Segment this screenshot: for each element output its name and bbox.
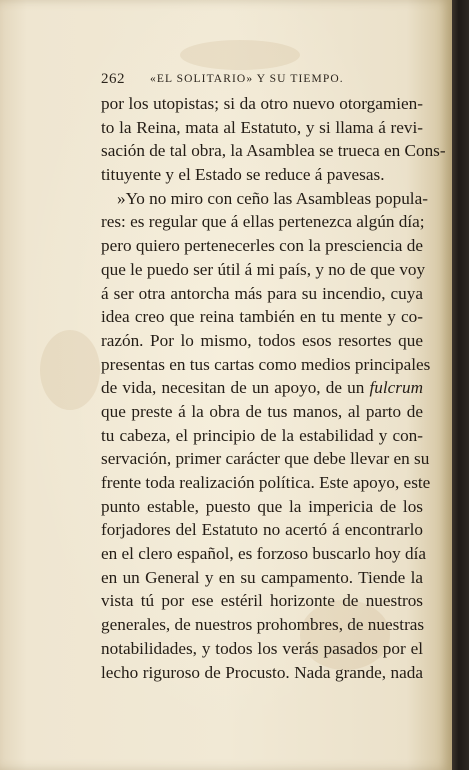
- running-title: «EL SOLITARIO» Y SU TIEMPO.: [150, 73, 344, 85]
- text-line: frente toda realización política. Este apoyo, este: [101, 473, 431, 492]
- text-line: notabilidades, y todos los verás pasados por el: [101, 638, 423, 658]
- text-line: servación, primer carácter que debe llevar en su: [101, 449, 430, 469]
- text-line: por los utopistas; si da otro nuevo otorgamien-: [101, 94, 423, 113]
- text-segment: de vida, necesitan de un apoyo, de un: [101, 378, 370, 398]
- text-line: tituyente y el Estado se reduce á pavesas.: [101, 165, 385, 185]
- text-line: idea creo que reina también en tu mente y co-: [101, 307, 423, 327]
- text-line: pero quiero pertenecerles con la presciencia de: [101, 236, 423, 256]
- text-line: to la Reina, mata al Estatuto, y si llama á revi-: [101, 117, 423, 137]
- text-line: generales, de nuestros prohombres, de nuestras: [101, 615, 425, 635]
- text-line: »Yo no miro con ceño las Asambleas popula-: [117, 188, 428, 208]
- text-line: sación de tal obra, la Asamblea se trueca en Cons-: [101, 141, 446, 161]
- text-line: tu cabeza, el principio de la estabilidad y con-: [101, 425, 423, 445]
- text-line: lecho riguroso de Procusto. Nada grande, nada: [101, 662, 423, 682]
- paper-stain: [40, 330, 100, 410]
- paper-stain: [180, 40, 300, 70]
- page-header: [101, 71, 421, 91]
- italic-word: fulcrum: [369, 378, 423, 398]
- text-line: á ser otra antorcha más para su incendio, cuya: [101, 283, 423, 303]
- text-line: razón. Por lo mismo, todos esos resortes que: [101, 330, 423, 350]
- text-line: forjadores del Estatuto no acertó á encontrarlo: [101, 520, 423, 540]
- book-gutter: [452, 0, 469, 770]
- text-line: que preste á la obra de tus manos, al parto de: [101, 401, 423, 421]
- text-line: vista tú por ese estéril horizonte de nuestros: [101, 591, 423, 611]
- page-number: 262: [101, 71, 125, 87]
- text-line: punto estable, puesto que la impericia de los: [101, 496, 423, 516]
- text-line: que le puedo ser útil á mi país, y no de que voy: [101, 259, 426, 279]
- text-line: en el clero español, es forzoso buscarlo hoy día: [101, 544, 427, 564]
- body-text: [101, 92, 446, 684]
- text-line: presentas en tus cartas como medios principales: [101, 354, 431, 374]
- text-line: en un General y en su campamento. Tiende la: [101, 567, 423, 587]
- text-line: res: es regular que á ellas pertenezca algún día;: [101, 212, 425, 232]
- text-line-with-italic: [101, 376, 423, 400]
